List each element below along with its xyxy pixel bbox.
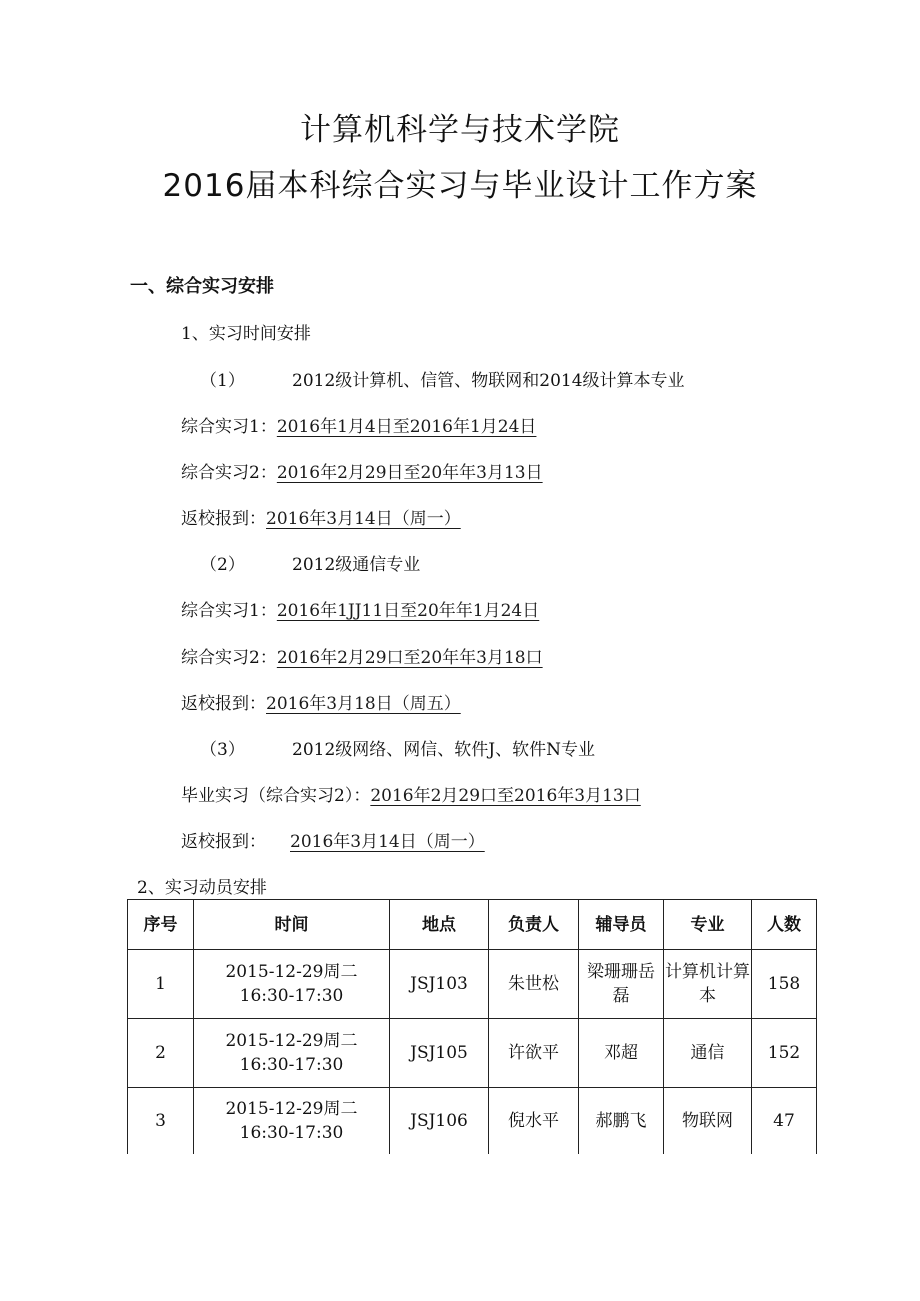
- return-date: 2016年3月14日（周一）: [290, 832, 485, 852]
- document-title-line-1: 计算机科学与技术学院: [300, 112, 620, 148]
- group-3-number: （3）: [200, 740, 245, 760]
- cell-date: 2015-12-29周二: [225, 962, 358, 982]
- section-heading: 一、综合实习安排: [130, 276, 274, 297]
- group-1-internship-1: [181, 415, 536, 439]
- table-header-row: [128, 900, 817, 950]
- group-2-internship-1: [181, 599, 539, 623]
- cell-time: [194, 950, 390, 1019]
- group-2-return: [181, 692, 461, 716]
- group-2-heading: [200, 553, 420, 577]
- return-label: 返校报到：: [181, 509, 266, 529]
- group-1-number: （1）: [200, 371, 245, 391]
- internship-label: 综合实习2：: [181, 648, 277, 668]
- cell-hours: 16:30-17:30: [239, 1123, 344, 1143]
- header-cell: 负责人: [489, 900, 579, 950]
- header-cell: 地点: [390, 900, 489, 950]
- cell-major: 计算机计算本: [664, 950, 752, 1019]
- internship-dates: 2016年1月4日至2016年1月24日: [276, 417, 537, 437]
- header-cell: 人数: [752, 900, 817, 950]
- cell-leader: 朱世松: [489, 950, 579, 1019]
- group-2-internship-2: [181, 646, 543, 670]
- table-row: [128, 1088, 817, 1155]
- header-cell: 专业: [664, 900, 752, 950]
- internship-label: 综合实习1：: [181, 417, 277, 437]
- group-1-heading: [200, 369, 685, 393]
- cell-counselor: 梁珊珊岳磊: [579, 950, 664, 1019]
- cell-time: [194, 1019, 390, 1088]
- cell-count: 152: [752, 1019, 817, 1088]
- cell-leader: 许欲平: [489, 1019, 579, 1088]
- internship-label: 综合实习1：: [181, 601, 277, 621]
- group-1-internship-2: [181, 461, 543, 485]
- return-date: 2016年3月18日（周五）: [266, 694, 461, 714]
- table-row: [128, 1019, 817, 1088]
- cell-hours: 16:30-17:30: [239, 986, 344, 1006]
- group-3-desc: 2012级网络、网信、软件J、软件N专业: [292, 740, 595, 760]
- cell-counselor: 邓超: [579, 1019, 664, 1088]
- cell-counselor: 郝鹏飞: [579, 1088, 664, 1155]
- return-label: 返校报到：: [181, 832, 266, 852]
- cell-place: JSJ105: [390, 1019, 489, 1088]
- internship-dates: 2016年1JJ11日至20年年1月24日: [276, 601, 540, 621]
- internship-label: 综合实习2：: [181, 463, 277, 483]
- cell-no: 1: [128, 950, 194, 1019]
- header-cell: 时间: [194, 900, 390, 950]
- internship-label: 毕业实习（综合实习2）：: [181, 786, 371, 806]
- table-row: [128, 950, 817, 1019]
- cell-major: 通信: [664, 1019, 752, 1088]
- cell-date: 2015-12-29周二: [225, 1031, 358, 1051]
- internship-dates: 2016年2月29口至2016年3月13口: [370, 786, 641, 806]
- cell-count: 47: [752, 1088, 817, 1155]
- cell-no: 2: [128, 1019, 194, 1088]
- internship-dates: 2016年2月29日至20年年3月13日: [276, 463, 543, 483]
- cell-date: 2015-12-29周二: [225, 1099, 358, 1119]
- cell-place: JSJ106: [390, 1088, 489, 1155]
- cell-major: 物联网: [664, 1088, 752, 1155]
- header-cell: 辅导员: [579, 900, 664, 950]
- return-date: 2016年3月14日（周一）: [266, 509, 461, 529]
- cell-count: 158: [752, 950, 817, 1019]
- group-2-number: （2）: [200, 555, 245, 575]
- group-3-return: [181, 830, 485, 854]
- header-cell: 序号: [128, 900, 194, 950]
- subsection-mobilization: 2、实习动员安排: [137, 878, 267, 898]
- return-label: 返校报到：: [181, 694, 266, 714]
- internship-dates: 2016年2月29口至20年年3月18口: [276, 648, 543, 668]
- cell-leader: 倪水平: [489, 1088, 579, 1155]
- group-3-heading: [200, 738, 595, 762]
- cell-place: JSJ103: [390, 950, 489, 1019]
- subsection-time-schedule: 1、实习时间安排: [181, 324, 311, 344]
- cell-no: 3: [128, 1088, 194, 1155]
- cell-time: [194, 1088, 390, 1155]
- mobilization-table: [127, 899, 817, 1154]
- group-1-return: [181, 507, 461, 531]
- document-title-line-2: 2016届本科综合实习与毕业设计工作方案: [162, 168, 758, 204]
- group-2-desc: 2012级通信专业: [292, 555, 421, 575]
- group-1-desc: 2012级计算机、信管、物联网和2014级计算本专业: [292, 371, 685, 391]
- group-3-internship: [181, 784, 641, 808]
- cell-hours: 16:30-17:30: [239, 1055, 344, 1075]
